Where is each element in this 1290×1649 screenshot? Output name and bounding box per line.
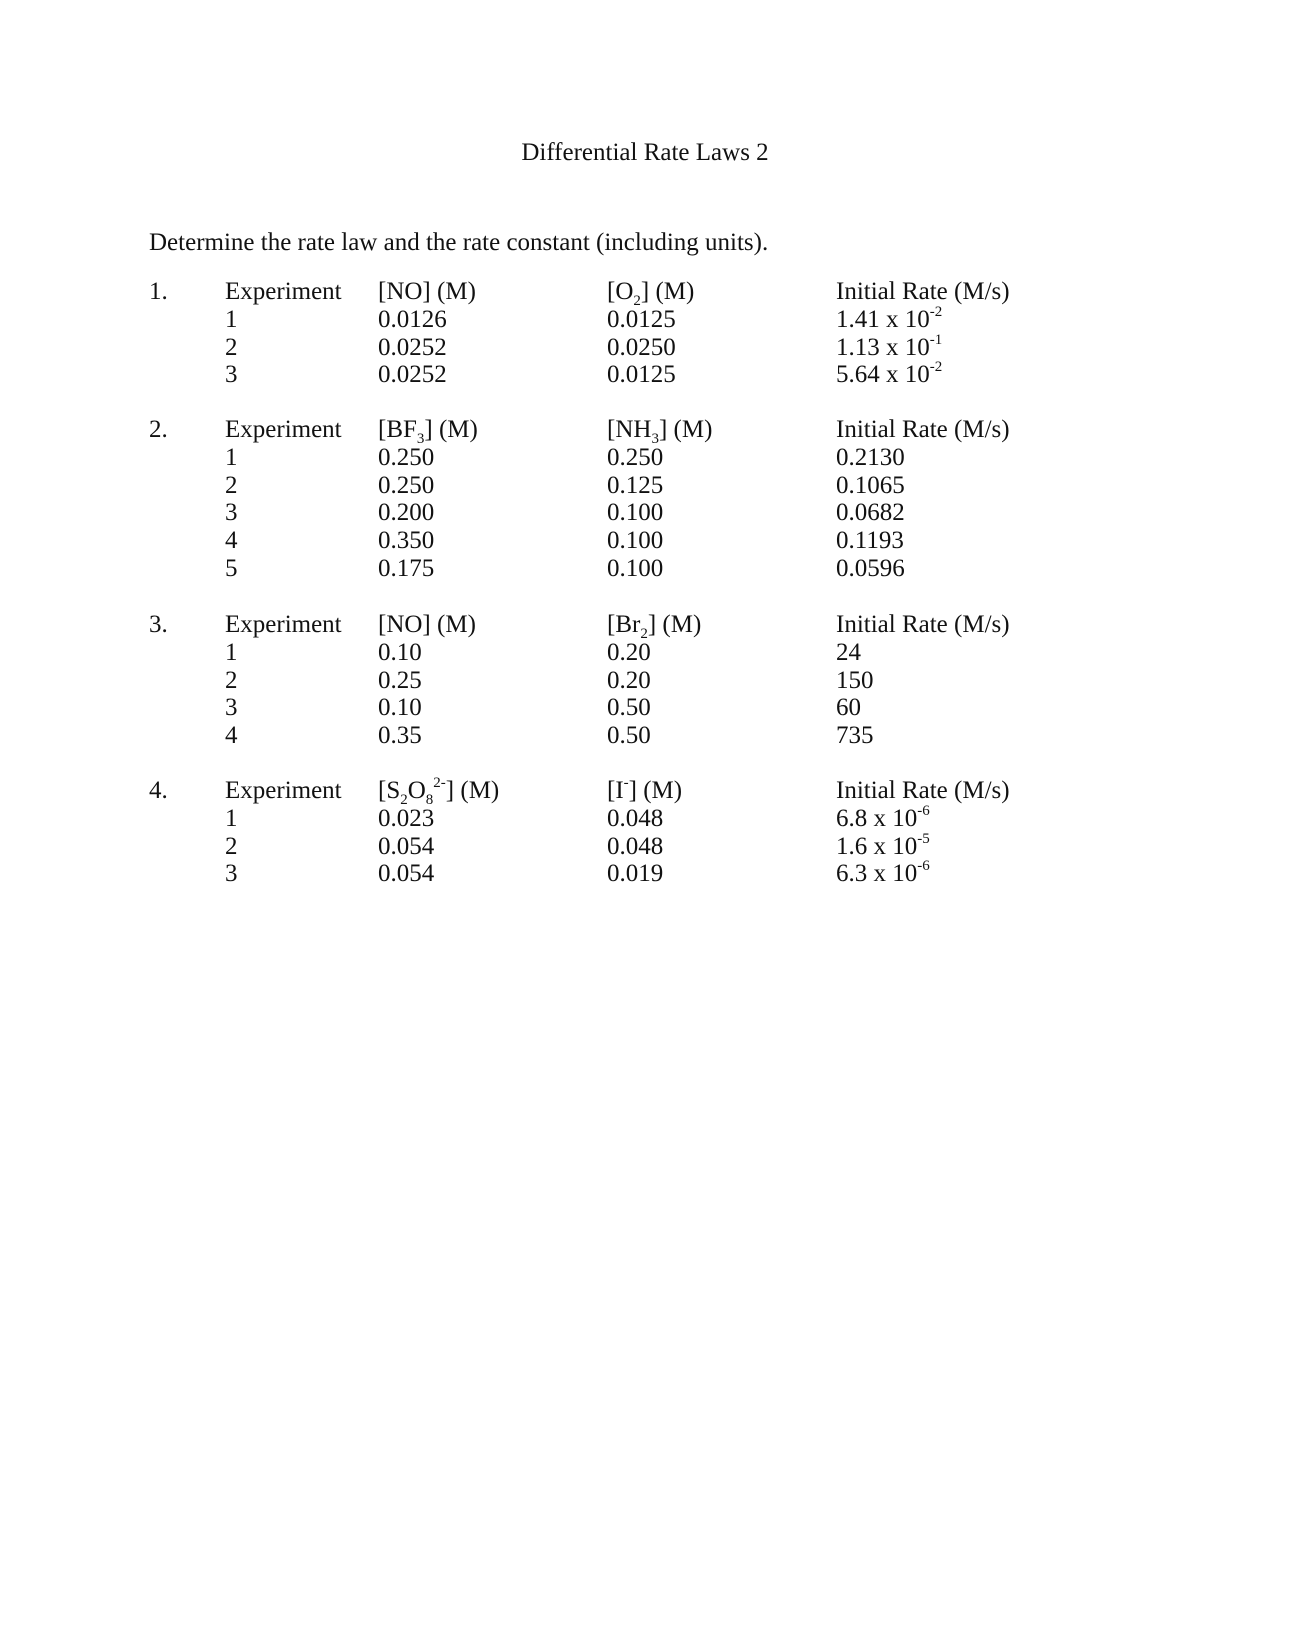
cell-text: 0.20 [607, 666, 651, 694]
cell-concentration-a [378, 832, 434, 861]
cell-initial-rate [836, 721, 874, 750]
cell-text: 0.019 [607, 860, 664, 888]
cell-text: 0.20 [607, 638, 651, 666]
cell-concentration-b [607, 305, 676, 334]
subscript-text: 3 [651, 431, 659, 447]
cell-concentration-b [607, 832, 663, 861]
cell-concentration-a [378, 859, 434, 888]
cell-text: 0.0126 [378, 305, 447, 333]
cell-concentration-a [378, 804, 434, 833]
cell-text: Experiment [225, 278, 342, 305]
cell-text: ] (M) [628, 777, 683, 804]
table-row [0, 721, 1290, 750]
cell-concentration-a [378, 360, 447, 389]
cell-text: 3 [225, 361, 238, 389]
cell-text: 2 [225, 666, 238, 694]
cell-text: 0.1065 [836, 471, 905, 499]
cell-initial-rate [836, 471, 905, 500]
cell-text: 0.0596 [836, 555, 905, 582]
cell-text: 0.0252 [378, 333, 447, 361]
table-row [0, 859, 1290, 888]
cell-concentration-a [378, 498, 434, 527]
cell-text: 0.250 [378, 471, 435, 499]
cell-text: Experiment [225, 777, 342, 804]
cell-text: 0.0125 [607, 361, 676, 389]
cell-text: 0.200 [378, 499, 435, 527]
superscript-text: -5 [917, 830, 930, 847]
table-row [0, 693, 1290, 722]
cell-text: [Br [607, 611, 641, 638]
cell-text: 5 [225, 555, 238, 582]
header-experiment [225, 610, 342, 639]
cell-text: 150 [836, 666, 874, 694]
cell-text: Initial Rate (M/s) [836, 777, 1010, 804]
cell-text: 0.10 [378, 638, 422, 666]
table-row [0, 443, 1290, 472]
cell-initial-rate [836, 638, 861, 667]
cell-text: Initial Rate (M/s) [836, 416, 1010, 443]
cell-concentration-a [378, 721, 422, 750]
cell-initial-rate [836, 554, 905, 583]
cell-text: [NO] (M) [378, 611, 476, 638]
cell-text: 6.3 x 10 [836, 860, 918, 888]
cell-text: 6.8 x 10 [836, 804, 918, 832]
cell-text: 3 [225, 499, 238, 527]
problem-number: 3. [149, 611, 168, 638]
cell-concentration-a [378, 471, 434, 500]
cell-text: 0.125 [607, 471, 664, 499]
subscript-text: 2 [400, 792, 408, 808]
cell-text: 0.100 [607, 527, 664, 555]
cell-text: ] (M) [640, 278, 695, 305]
cell-experiment [225, 554, 238, 583]
cell-experiment [225, 832, 238, 861]
cell-text: Initial Rate (M/s) [836, 278, 1010, 305]
header-concentration-a [378, 610, 476, 639]
cell-text: 0.25 [378, 666, 422, 694]
cell-text: Experiment [225, 611, 342, 638]
cell-text: 4 [225, 722, 238, 750]
cell-concentration-a [378, 443, 434, 472]
table-row [0, 554, 1290, 583]
cell-experiment [225, 360, 238, 389]
cell-text: 0.048 [607, 804, 664, 832]
cell-text: O [407, 777, 426, 804]
cell-text: Experiment [225, 416, 342, 443]
header-initial-rate [836, 277, 1010, 306]
cell-concentration-b [607, 471, 663, 500]
cell-text: [NO] (M) [378, 278, 476, 305]
cell-text: [NH [607, 416, 652, 443]
cell-text: 2 [225, 832, 238, 860]
cell-text: 0.250 [378, 443, 435, 471]
problem-number: 4. [149, 777, 168, 804]
cell-text: 0.100 [607, 555, 664, 582]
cell-experiment [225, 443, 238, 472]
cell-concentration-b [607, 498, 663, 527]
header-experiment [225, 776, 342, 805]
subscript-text: 3 [416, 431, 425, 447]
cell-text: [I [607, 777, 624, 804]
cell-initial-rate [836, 693, 861, 722]
cell-text: 0.50 [607, 694, 651, 722]
table-row [0, 333, 1290, 362]
cell-text: 0.054 [378, 860, 435, 888]
cell-text: 0.2130 [836, 443, 905, 471]
cell-initial-rate [836, 360, 942, 393]
cell-concentration-b [607, 333, 676, 362]
superscript-text: -2 [929, 359, 943, 376]
header-initial-rate [836, 776, 1010, 805]
table-row [0, 526, 1290, 555]
table-row [0, 638, 1290, 667]
cell-text: 0.250 [607, 443, 664, 471]
cell-concentration-b [607, 859, 663, 888]
cell-initial-rate [836, 498, 905, 527]
cell-text: ] (M) [445, 777, 500, 804]
cell-experiment [225, 721, 238, 750]
table-row [0, 360, 1290, 389]
cell-concentration-a [378, 638, 422, 667]
cell-text: 2 [225, 333, 238, 361]
cell-text: 0.175 [378, 555, 435, 582]
table-header-row [0, 610, 1290, 642]
superscript-text: -6 [917, 858, 930, 875]
header-initial-rate [836, 415, 1010, 444]
table-header-row [0, 277, 1290, 309]
cell-text: 1 [225, 305, 238, 333]
table-row [0, 471, 1290, 500]
cell-concentration-a [378, 526, 434, 555]
cell-text: 1.6 x 10 [836, 832, 918, 860]
problem-number: 2. [149, 416, 168, 443]
superscript-text: - [623, 775, 629, 791]
superscript-text: -6 [917, 802, 930, 819]
cell-text: 0.0252 [378, 361, 447, 389]
cell-text: ] (M) [647, 611, 702, 638]
cell-concentration-b [607, 693, 651, 722]
cell-text: ] (M) [658, 416, 713, 443]
cell-text: [O [607, 278, 634, 305]
table-row [0, 305, 1290, 334]
cell-text: 0.0125 [607, 305, 676, 333]
cell-text: 24 [836, 638, 861, 666]
cell-concentration-b [607, 666, 651, 695]
cell-experiment [225, 638, 238, 667]
cell-experiment [225, 693, 238, 722]
cell-text: 0.054 [378, 832, 435, 860]
cell-experiment [225, 526, 238, 555]
cell-concentration-b [607, 443, 663, 472]
superscript-text: -2 [929, 303, 943, 320]
cell-text: 0.1193 [836, 527, 904, 555]
cell-text: 1.13 x 10 [836, 333, 930, 361]
cell-experiment [225, 498, 238, 527]
header-experiment [225, 277, 342, 306]
cell-text: 735 [836, 722, 874, 750]
table-row [0, 666, 1290, 695]
cell-text: 0.35 [378, 722, 422, 750]
table-header-row [0, 415, 1290, 447]
cell-text: 2 [225, 471, 238, 499]
cell-text: 0.0682 [836, 499, 905, 527]
cell-initial-rate [836, 526, 904, 555]
cell-text: 3 [225, 860, 238, 888]
table-row [0, 498, 1290, 527]
cell-text: 4 [225, 527, 238, 555]
cell-text: 0.100 [607, 499, 664, 527]
cell-text: 60 [836, 694, 861, 722]
cell-text: 5.64 x 10 [836, 361, 930, 389]
table-row [0, 832, 1290, 861]
cell-concentration-a [378, 333, 447, 362]
subscript-text: 2 [633, 293, 641, 309]
cell-text: 1 [225, 638, 238, 666]
cell-concentration-a [378, 666, 422, 695]
cell-text: 0.023 [378, 804, 435, 832]
cell-concentration-a [378, 305, 447, 334]
cell-text: 0.048 [607, 832, 664, 860]
problem-number: 1. [149, 278, 168, 305]
cell-text: [BF [378, 416, 417, 443]
cell-experiment [225, 333, 238, 362]
cell-initial-rate [836, 859, 930, 892]
cell-text: [S [378, 777, 401, 804]
header-concentration-a [378, 277, 476, 306]
cell-text: 0.0250 [607, 333, 676, 361]
header-initial-rate [836, 610, 1010, 639]
page-title: Differential Rate Laws 2 [521, 139, 769, 166]
cell-text: ] (M) [424, 416, 478, 443]
cell-concentration-b [607, 721, 651, 750]
cell-experiment [225, 666, 238, 695]
cell-text: 1 [225, 804, 238, 832]
table-header-row [0, 775, 1290, 808]
cell-concentration-b [607, 360, 676, 389]
cell-text: 1 [225, 443, 238, 471]
cell-text: 1.41 x 10 [836, 305, 930, 333]
cell-text: 0.50 [607, 722, 651, 750]
cell-experiment [225, 804, 238, 833]
subscript-text: 2 [640, 626, 648, 642]
table-row [0, 804, 1290, 833]
cell-concentration-b [607, 526, 663, 555]
cell-experiment [225, 471, 238, 500]
cell-text: 3 [225, 694, 238, 722]
cell-text: Initial Rate (M/s) [836, 611, 1010, 638]
cell-initial-rate [836, 666, 874, 695]
superscript-text: 2- [433, 775, 446, 791]
cell-text: 0.350 [378, 527, 435, 555]
header-experiment [225, 415, 342, 444]
cell-concentration-b [607, 804, 663, 833]
cell-concentration-a [378, 693, 422, 722]
instructions: Determine the rate law and the rate constant (including units). [149, 229, 769, 256]
superscript-text: -1 [929, 331, 943, 348]
cell-experiment [225, 305, 238, 334]
cell-experiment [225, 859, 238, 888]
cell-concentration-a [378, 554, 434, 583]
subscript-text: 8 [425, 792, 434, 808]
cell-initial-rate [836, 443, 905, 472]
cell-concentration-b [607, 554, 663, 583]
cell-text: 0.10 [378, 694, 422, 722]
cell-concentration-b [607, 638, 651, 667]
